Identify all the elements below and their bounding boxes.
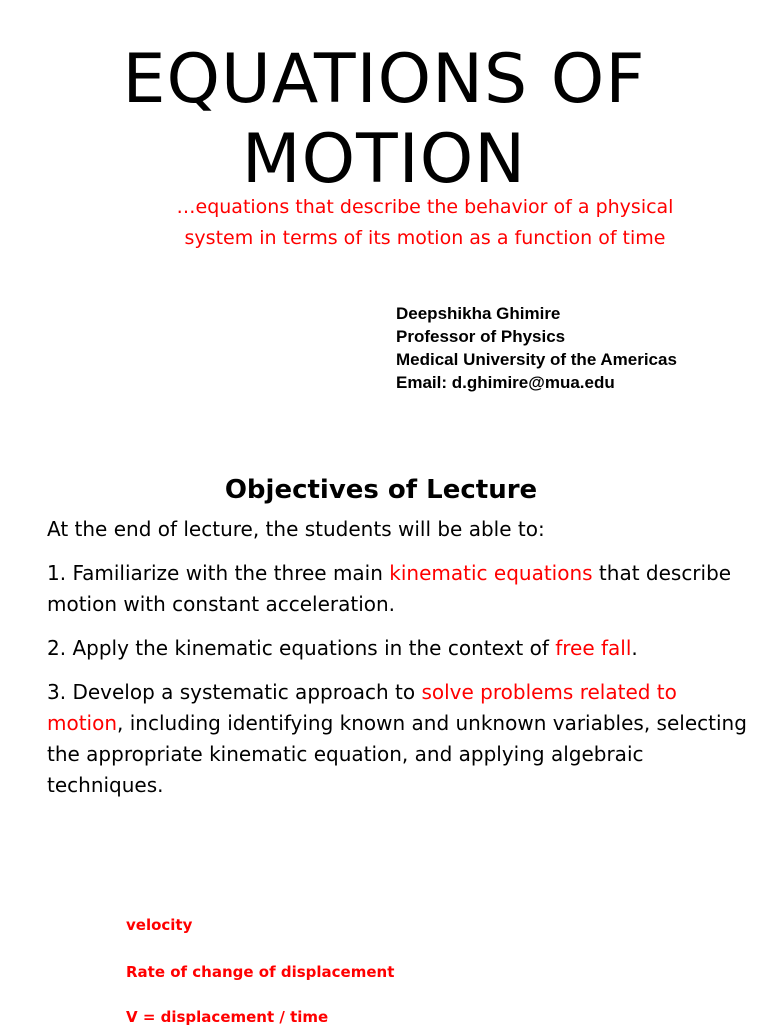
objectives-heading: Objectives of Lecture: [224, 475, 538, 505]
objective-item-2: [47, 633, 747, 664]
objective-3-highlight: solve problems related to motion: [47, 680, 677, 735]
subtitle-line-1: …equations that describe the behavior of a physical: [176, 196, 674, 218]
author-email: Email: d.ghimire@mua.edu: [396, 373, 615, 392]
objective-item-1: [47, 558, 747, 620]
title-line-2: MOTION: [241, 120, 527, 199]
objectives-slide: [0, 460, 768, 820]
objectives-intro: At the end of lecture, the students will be able to:: [47, 517, 545, 541]
slide-title: [0, 40, 768, 200]
objective-1-text-end: that describe motion with constant acceleration.: [47, 561, 732, 616]
velocity-formula: V = displacement / time: [126, 1008, 329, 1026]
title-slide: [0, 0, 768, 420]
subtitle-line-2: system in terms of its motion as a function of time: [184, 227, 666, 249]
slide-subtitle: [120, 192, 730, 254]
objective-1-highlight: kinematic equations: [389, 561, 593, 585]
objective-2-text: 2. Apply the kinematic equations in the context of: [47, 636, 556, 660]
author-block: [396, 302, 756, 394]
author-institution: Medical University of the Americas: [396, 350, 677, 369]
objective-1-text: 1. Familiarize with the three main: [47, 561, 390, 585]
velocity-term: velocity: [126, 916, 193, 934]
title-line-1: EQUATIONS OF: [122, 40, 646, 119]
velocity-slide: [0, 900, 768, 1024]
objectives-body: [47, 514, 747, 814]
objective-2-highlight: free fall: [555, 636, 632, 660]
objective-2-text-end: .: [631, 636, 638, 660]
author-position: Professor of Physics: [396, 327, 566, 346]
author-name: Deepshikha Ghimire: [396, 304, 561, 323]
objective-3-text: 3. Develop a systematic approach to: [47, 680, 422, 704]
objective-3-text-end: , including identifying known and unknown variables, selecting the appropriate kinematic equation, and applying algebraic techniques.: [47, 711, 747, 797]
velocity-definition: Rate of change of displacement: [126, 963, 395, 981]
objective-item-3: [47, 677, 747, 801]
